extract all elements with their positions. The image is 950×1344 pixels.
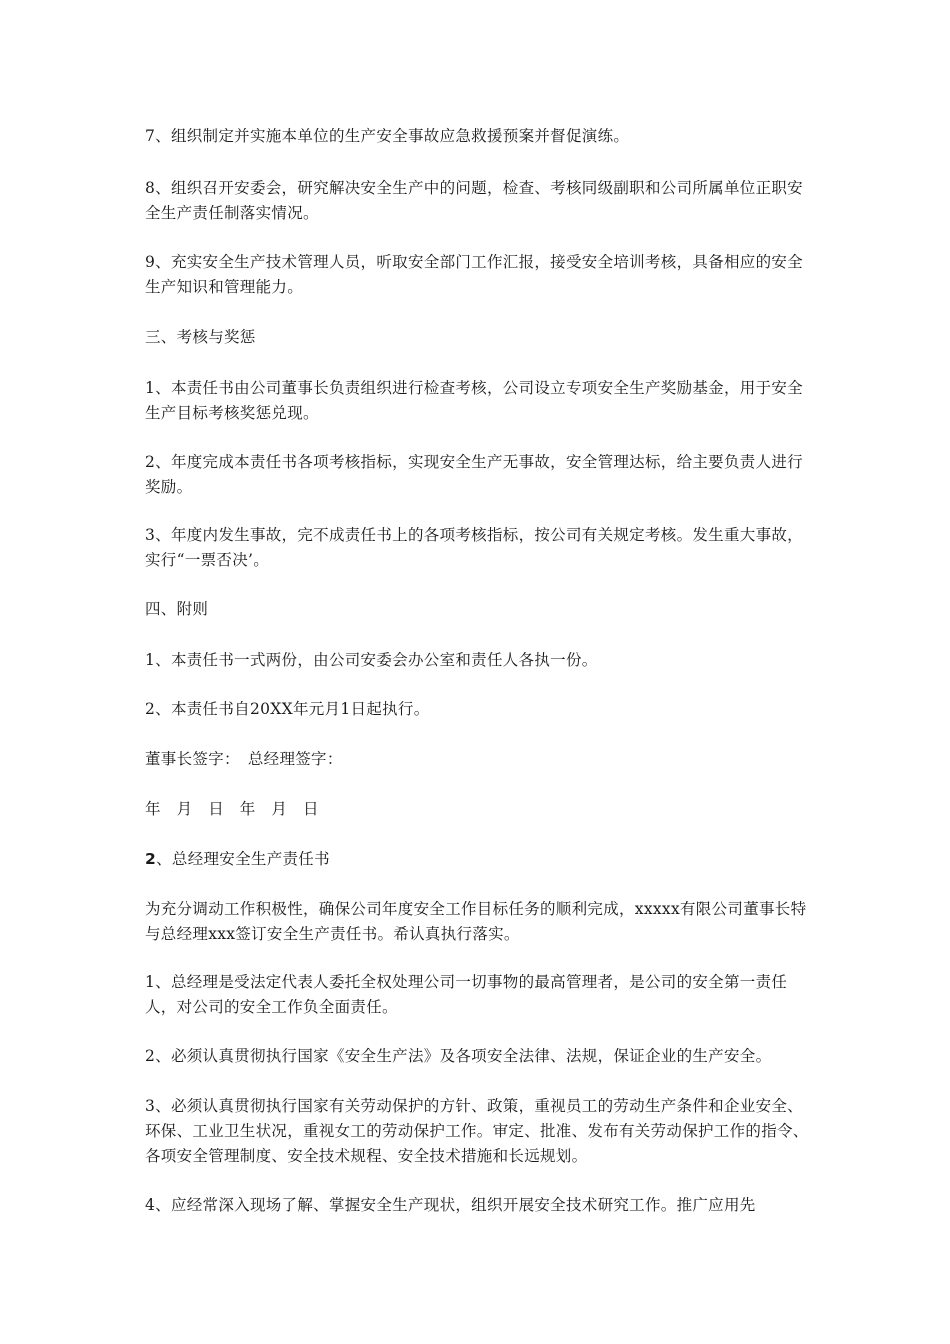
paragraph-intro: 为充分调动工作积极性，确保公司年度安全工作目标任务的顺利完成，xxxxx有限公司董事长特与总经理xxx签订安全生产责任书。希认真执行落实。	[145, 900, 807, 943]
paragraph-assessment-3: 3、年度内发生事故，完不成责任书上的各项考核指标，按公司有关规定考核。发生重大事故，实行“一票否决’。	[145, 526, 803, 569]
paragraph-gm-1: 1、总经理是受法定代表人委托全权处理公司一切事物的最高管理者，是公司的安全第一责任人，对公司的安全工作负全面责任。	[145, 973, 788, 1016]
section-heading-assessment: 三、考核与奖惩	[145, 328, 256, 346]
paragraph-assessment-2: 2、年度完成本责任书各项考核指标，实现安全生产无事故，安全管理达标，给主要负责人进行奖励。	[145, 453, 803, 496]
paragraph-appendix-1: 1、本责任书一式两份，由公司安委会办公室和责任人各执一份。	[145, 651, 598, 669]
date-line: 年 月 日 年 月 日	[145, 800, 319, 818]
paragraph-item-9: 9、充实安全生产技术管理人员，听取安全部门工作汇报，接受安全培训考核，具备相应的安全生产知识和管理能力。	[145, 253, 803, 296]
paragraph-item-7: 7、组织制定并实施本单位的生产安全事故应急救援预案并督促演练。	[145, 127, 630, 145]
section-heading-appendix: 四、附则	[145, 600, 209, 618]
section-heading-gm-responsibility	[145, 847, 813, 872]
paragraph-gm-3: 3、必须认真贯彻执行国家有关劳动保护的方针、政策，重视员工的劳动生产条件和企业安全、环保、工业卫生状况，重视女工的劳动保护工作。审定、批准、发布有关劳动保护工作的指令、各项安全管理制度、安全技术规程、安全技术措施和长远规划。	[145, 1097, 809, 1165]
paragraph-item-8: 8、组织召开安委会，研究解决安全生产中的问题，检查、考核同级副职和公司所属单位正职安全生产责任制落实情况。	[145, 179, 803, 222]
paragraph-gm-2: 2、必须认真贯彻执行国家《安全生产法》及各项安全法律、法规，保证企业的生产安全。	[145, 1047, 772, 1065]
paragraph-gm-4: 4、应经常深入现场了解、掌握安全生产现状，组织开展安全技术研究工作。推广应用先	[145, 1196, 756, 1214]
heading-text: 、总经理安全生产责任书	[156, 850, 330, 868]
signature-line: 董事长签字： 总经理签字：	[145, 750, 343, 768]
paragraph-appendix-2: 2、本责任书自20XX年元月1日起执行。	[145, 700, 430, 718]
paragraph-assessment-1: 1、本责任书由公司董事长负责组织进行检查考核，公司设立专项安全生产奖励基金，用于安全生产目标考核奖惩兑现。	[145, 379, 803, 422]
heading-number: 2	[145, 850, 157, 868]
